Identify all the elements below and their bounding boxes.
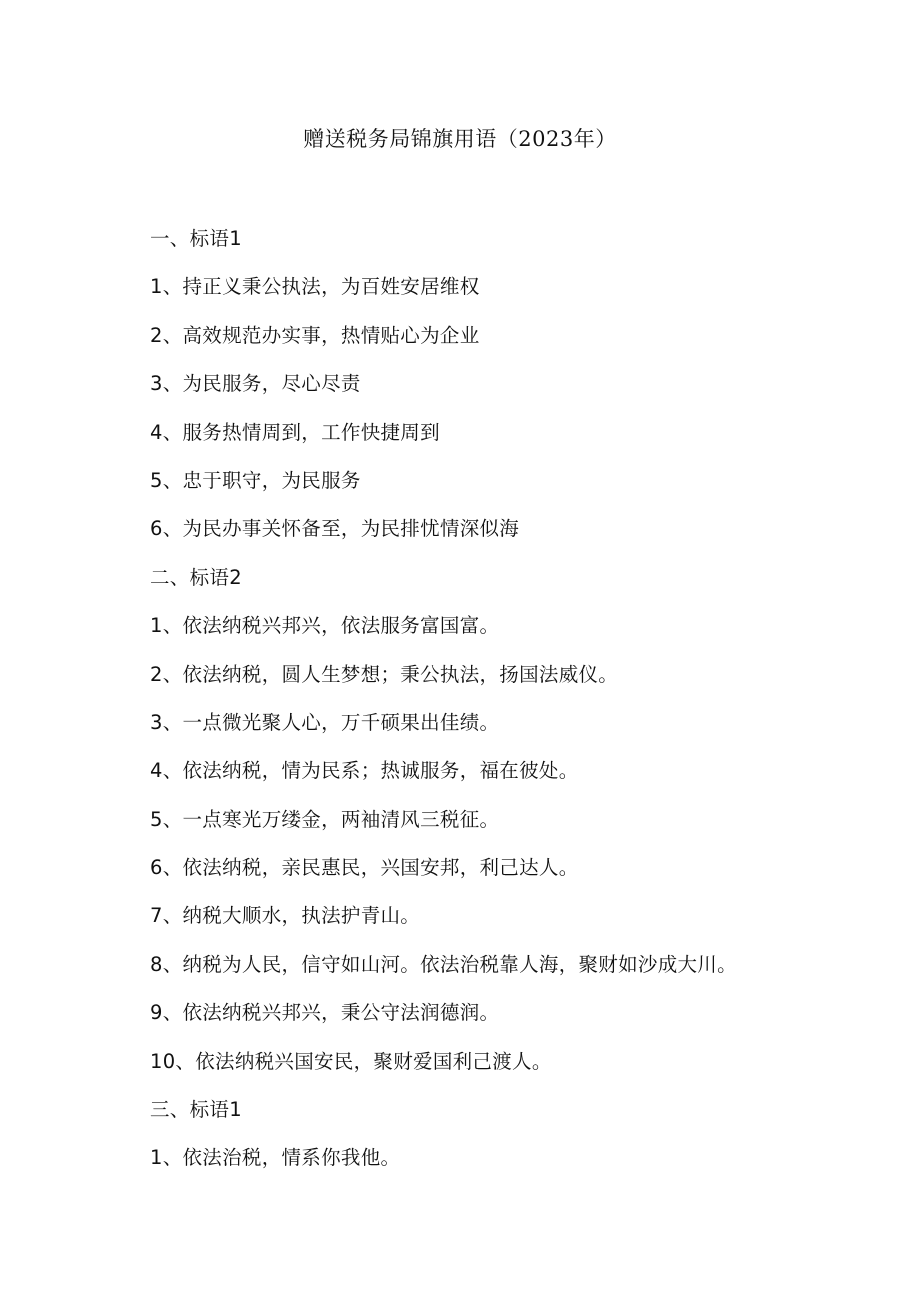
list-item: 2、依法纳税，圆人生梦想；秉公执法，扬国法威仪。: [150, 662, 619, 686]
list-item: 5、一点寒光万缕金，两袖清风三税征。: [150, 807, 500, 831]
list-item: 8、纳税为人民，信守如山河。依法治税靠人海，聚财如沙成大川。: [150, 952, 737, 976]
section-heading: 二、标语2: [150, 565, 242, 589]
list-item: 4、服务热情周到，工作快捷周到: [150, 420, 440, 444]
section-heading: 三、标语1: [150, 1098, 242, 1122]
list-item: 2、高效规范办实事，热情贴心为企业: [150, 323, 480, 347]
list-item: 6、依法纳税，亲民惠民，兴国安邦，利己达人。: [150, 856, 579, 880]
list-item: 6、为民办事关怀备至，为民排忧情深似海: [150, 517, 520, 541]
list-item: 5、忠于职守，为民服务: [150, 468, 361, 492]
list-item: 3、一点微光聚人心，万千硕果出佳绩。: [150, 710, 500, 734]
list-item: 1、依法治税，情系你我他。: [150, 1146, 401, 1170]
list-item: 1、持正义秉公执法，为百姓安居维权: [150, 275, 480, 299]
list-item: 7、纳税大顺水，执法护青山。: [150, 904, 421, 928]
document-title: 赠送税务局锦旗用语（2023年）: [303, 127, 617, 151]
list-item: 9、依法纳税兴邦兴，秉公守法润德润。: [150, 1001, 500, 1025]
list-item: 10、依法纳税兴国安民，聚财爱国利己渡人。: [150, 1049, 552, 1073]
list-item: 4、依法纳税，情为民系；热诚服务，福在彼处。: [150, 759, 579, 783]
list-item: 3、为民服务，尽心尽责: [150, 372, 361, 396]
document-body: [150, 224, 850, 1192]
section-heading: 一、标语1: [150, 227, 242, 250]
list-item: 1、依法纳税兴邦兴，依法服务富国富。: [150, 614, 500, 638]
